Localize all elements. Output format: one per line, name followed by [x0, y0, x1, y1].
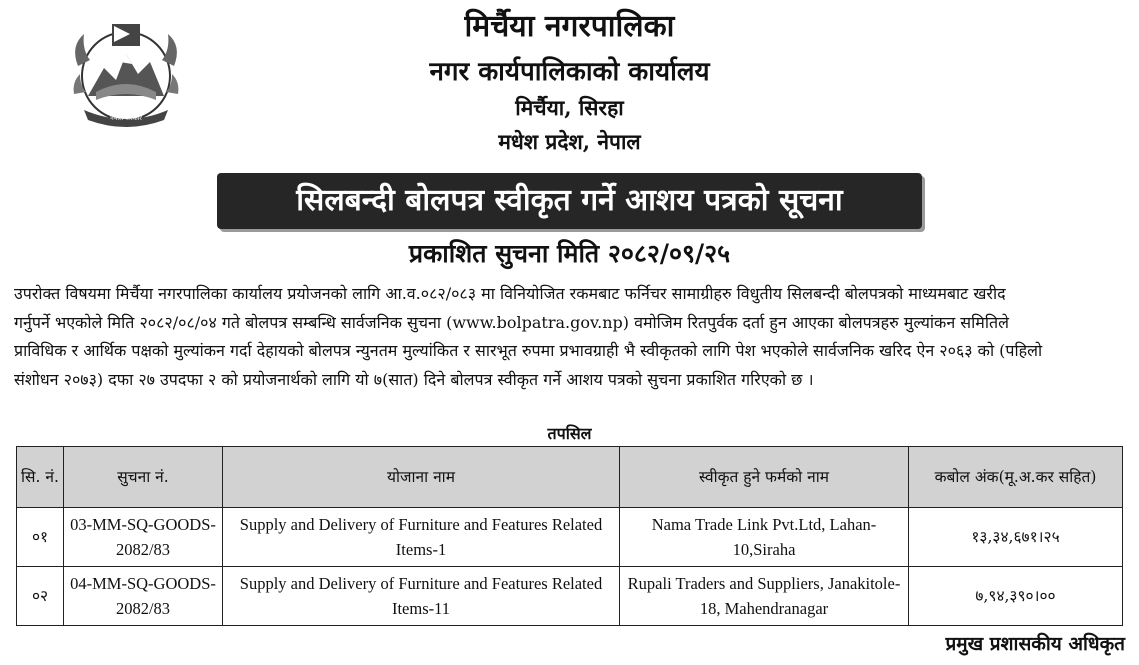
row-firm: Nama Trade Link Pvt.Ltd, Lahan-10,Siraha [620, 508, 909, 567]
body-line: संशोधन २०७३) दफा २७ उपदफा २ को प्रयोजनार्थको लागि यो ७(सात) दिने बोलपत्र स्वीकृत गर्ने आशय पत्रको सुचना प्रकाशित गरिएको छ । [14, 369, 814, 389]
published-date: प्रकाशित सुचना मिति २०८२/०९/२५ [408, 239, 731, 268]
row-serial: ०२ [17, 567, 64, 626]
table-header-row [17, 447, 1123, 508]
office-name: नगर कार्यपालिकाको कार्यालय [429, 57, 710, 87]
table-caption: तपसिल [547, 424, 592, 443]
office-location: मिर्चैया, सिरहा [515, 95, 624, 120]
row-firm: Rupali Traders and Suppliers, Janakitole-18, Mahendranagar [620, 567, 909, 626]
table-row [17, 508, 1123, 567]
body-line: उपरोक्त विषयमा मिर्चैया नगरपालिका कार्यालय प्रयोजनको लागि आ.व.०८२/०८३ मा विनियोजित रकमबाट फर्निचर सामाग्रीहरु विधुतीय सिलबन्दी बोलपत्रको माध्यमबाट खरीद [14, 284, 1006, 303]
row-amount: १३,३४,६७१।२५ [909, 508, 1123, 567]
bid-table [16, 446, 1123, 626]
notice-title-banner: सिलबन्दी बोलपत्र स्वीकृत गर्ने आशय पत्रको सूचना [217, 173, 922, 229]
col-project-name: योजाना नाम [223, 447, 620, 508]
row-project: Supply and Delivery of Furniture and Features Related Items-11 [223, 567, 620, 626]
col-bid-amount: कबोल अंक(मू.अ.कर सहित) [909, 447, 1123, 508]
row-notice-no: 03-MM-SQ-GOODS-2082/83 [64, 508, 223, 567]
notice-body [14, 280, 1130, 394]
col-notice-no: सुचना नं. [64, 447, 223, 508]
row-amount: ७,९४,३९०।०० [909, 567, 1123, 626]
row-project: Supply and Delivery of Furniture and Features Related Items-1 [223, 508, 620, 567]
row-serial: ०१ [17, 508, 64, 567]
body-line: गर्नुपर्ने भएकोले मिति २०८२/०८/०४ गते बोलपत्र सम्बन्धि सार्वजनिक सुचना (www.bolpatra.gov.np) वमोजिम रितपुर्वक दर्ता हुन आएका बोलपत्रहरु मुल्यांकन समितिले [14, 312, 1009, 332]
body-line: प्राविधिक र आर्थिक पक्षको मुल्यांकन गर्दा देहायको बोलपत्र न्युनतम मुल्यांकित र सारभूत रुपमा प्रभावग्राही भै स्वीकृतको लागि पेश भएकोले सार्वजनिक खरिद ऐन २०६३ को (पहिलो [14, 341, 1043, 360]
table-row [17, 567, 1123, 626]
row-notice-no: 04-MM-SQ-GOODS-2082/83 [64, 567, 223, 626]
svg-text:नेपाल सरकार: नेपाल सरकार [110, 114, 142, 122]
municipality-name: मिर्चैया नगरपालिका [464, 9, 675, 44]
col-serial: सि. नं. [17, 447, 64, 508]
col-firm-name: स्वीकृत हुने फर्मको नाम [620, 447, 909, 508]
signatory-title: प्रमुख प्रशासकीय अधिकृत [945, 633, 1125, 655]
province-country: मधेश प्रदेश, नेपाल [498, 129, 641, 154]
